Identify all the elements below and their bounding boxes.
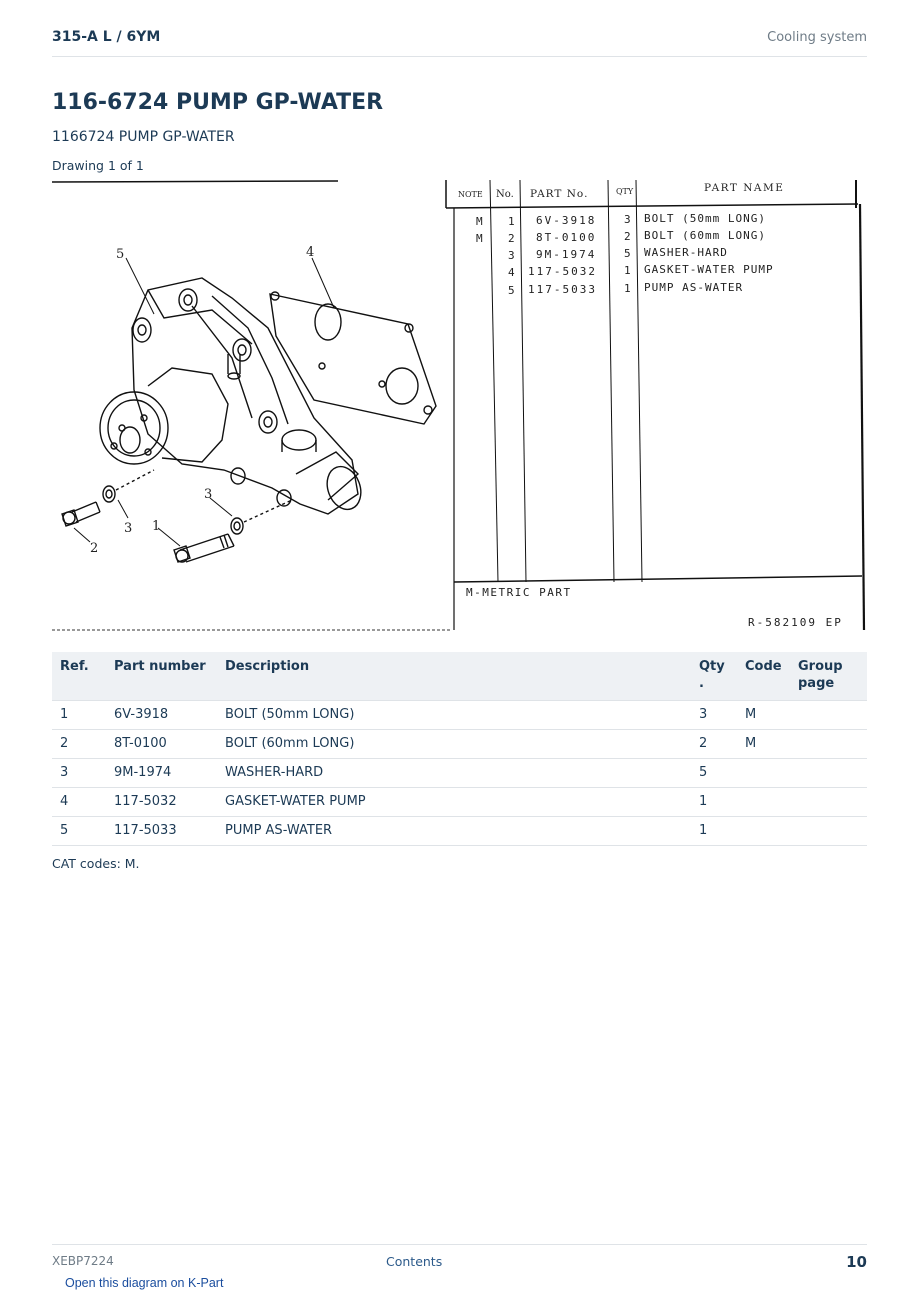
page-header bbox=[52, 0, 867, 57]
drawing-row-partno: 6V-3918 bbox=[536, 214, 597, 227]
drawing-header-partno: PART No. bbox=[530, 188, 589, 200]
cell-description: BOLT (60mm LONG) bbox=[217, 730, 691, 759]
drawing-row-qty: 3 bbox=[624, 213, 631, 226]
table-row bbox=[52, 701, 867, 730]
cell-part-number: 8T-0100 bbox=[106, 730, 217, 759]
cell-qty: 3 bbox=[691, 701, 737, 730]
cell-code bbox=[737, 817, 790, 846]
drawing-row-no: 1 bbox=[508, 215, 515, 228]
drawing-row-qty: 2 bbox=[624, 230, 631, 243]
drawing-footnote: M-METRIC PART bbox=[466, 586, 572, 599]
drawing-row-name: BOLT (50mm LONG) bbox=[644, 212, 766, 225]
drawing-row-no: 4 bbox=[508, 266, 515, 279]
header-ref: Ref. bbox=[52, 652, 106, 701]
cell-qty: 5 bbox=[691, 759, 737, 788]
model-breadcrumb: 315-A L / 6YM bbox=[52, 29, 161, 45]
cell-part-number: 117-5032 bbox=[106, 788, 217, 817]
header-code: Code bbox=[737, 652, 790, 701]
cell-description: BOLT (50mm LONG) bbox=[217, 701, 691, 730]
cat-codes-note: CAT codes: M. bbox=[52, 856, 140, 871]
cell-part-number: 117-5033 bbox=[106, 817, 217, 846]
cell-code bbox=[737, 788, 790, 817]
cell-ref: 1 bbox=[52, 701, 106, 730]
drawing-row-partno: 117-5033 bbox=[528, 283, 597, 296]
drawing-row-partno: 9M-1974 bbox=[536, 248, 597, 261]
drawing-row-note: M bbox=[476, 232, 483, 245]
header-qty: Qty . bbox=[691, 652, 737, 701]
cell-ref: 3 bbox=[52, 759, 106, 788]
document-id: XEBP7224 bbox=[52, 1254, 114, 1268]
callout-3-lower: 3 bbox=[124, 521, 133, 536]
cell-ref: 5 bbox=[52, 817, 106, 846]
parts-diagram bbox=[52, 178, 868, 633]
drawing-header-qty: QTY bbox=[616, 187, 634, 196]
cell-qty: 2 bbox=[691, 730, 737, 759]
page-title: 116-6724 PUMP GP-WATER bbox=[52, 90, 384, 115]
cell-code: M bbox=[737, 701, 790, 730]
table-header-row bbox=[52, 652, 867, 701]
page-subtitle: 1166724 PUMP GP-WATER bbox=[52, 129, 235, 145]
drawing-row-name: WASHER-HARD bbox=[644, 246, 728, 259]
cell-group-page bbox=[790, 759, 867, 788]
drawing-counter: Drawing 1 of 1 bbox=[52, 158, 144, 173]
drawing-row-note: M bbox=[476, 215, 483, 228]
drawing-row-no: 5 bbox=[508, 284, 515, 297]
drawing-ref-code: R-582109 EP bbox=[748, 616, 843, 629]
table-row bbox=[52, 817, 867, 846]
drawing-header-partname: PART NAME bbox=[704, 182, 785, 194]
contents-link[interactable]: Contents bbox=[386, 1254, 443, 1269]
table-row bbox=[52, 788, 867, 817]
cell-qty: 1 bbox=[691, 817, 737, 846]
drawing-row-no: 3 bbox=[508, 249, 515, 262]
drawing-row-qty: 5 bbox=[624, 247, 631, 260]
cell-part-number: 6V-3918 bbox=[106, 701, 217, 730]
open-diagram-link[interactable]: Open this diagram on K-Part bbox=[65, 1276, 224, 1290]
callout-2: 2 bbox=[90, 541, 99, 556]
header-group-page: Group page bbox=[790, 652, 867, 701]
cell-code: M bbox=[737, 730, 790, 759]
parts-table bbox=[52, 652, 867, 846]
cell-group-page bbox=[790, 788, 867, 817]
cell-part-number: 9M-1974 bbox=[106, 759, 217, 788]
page-footer bbox=[52, 1244, 867, 1275]
table-row bbox=[52, 759, 867, 788]
cell-group-page bbox=[790, 817, 867, 846]
cell-qty: 1 bbox=[691, 788, 737, 817]
drawing-row-partno: 8T-0100 bbox=[536, 231, 597, 244]
callout-3-upper: 3 bbox=[204, 487, 213, 502]
callout-5: 5 bbox=[116, 247, 125, 262]
header-description: Description bbox=[217, 652, 691, 701]
bolt-60mm-drawing bbox=[174, 534, 234, 562]
callout-1: 1 bbox=[152, 519, 161, 534]
callout-4: 4 bbox=[306, 245, 315, 260]
drawing-header-note: NOTE bbox=[458, 190, 483, 199]
drawing-row-no: 2 bbox=[508, 232, 515, 245]
page-number: 10 bbox=[846, 1253, 867, 1271]
cell-description: PUMP AS-WATER bbox=[217, 817, 691, 846]
drawing-row-partno: 117-5032 bbox=[528, 265, 597, 278]
section-name: Cooling system bbox=[767, 30, 867, 45]
water-pump-illustration bbox=[62, 258, 436, 562]
cell-group-page bbox=[790, 730, 867, 759]
drawing-row-name: GASKET-WATER PUMP bbox=[644, 263, 774, 276]
header-part-number: Part number bbox=[106, 652, 217, 701]
drawing-row-name: PUMP AS-WATER bbox=[644, 281, 744, 294]
cell-group-page bbox=[790, 701, 867, 730]
cell-description: GASKET-WATER PUMP bbox=[217, 788, 691, 817]
cell-code bbox=[737, 759, 790, 788]
cell-description: WASHER-HARD bbox=[217, 759, 691, 788]
drawing-row-qty: 1 bbox=[624, 264, 631, 277]
drawing-row-name: BOLT (60mm LONG) bbox=[644, 229, 766, 242]
drawing-row-qty: 1 bbox=[624, 282, 631, 295]
drawing-header-no: No. bbox=[496, 189, 514, 200]
bolt-50mm-drawing bbox=[62, 502, 100, 526]
cell-ref: 4 bbox=[52, 788, 106, 817]
cell-ref: 2 bbox=[52, 730, 106, 759]
table-row bbox=[52, 730, 867, 759]
